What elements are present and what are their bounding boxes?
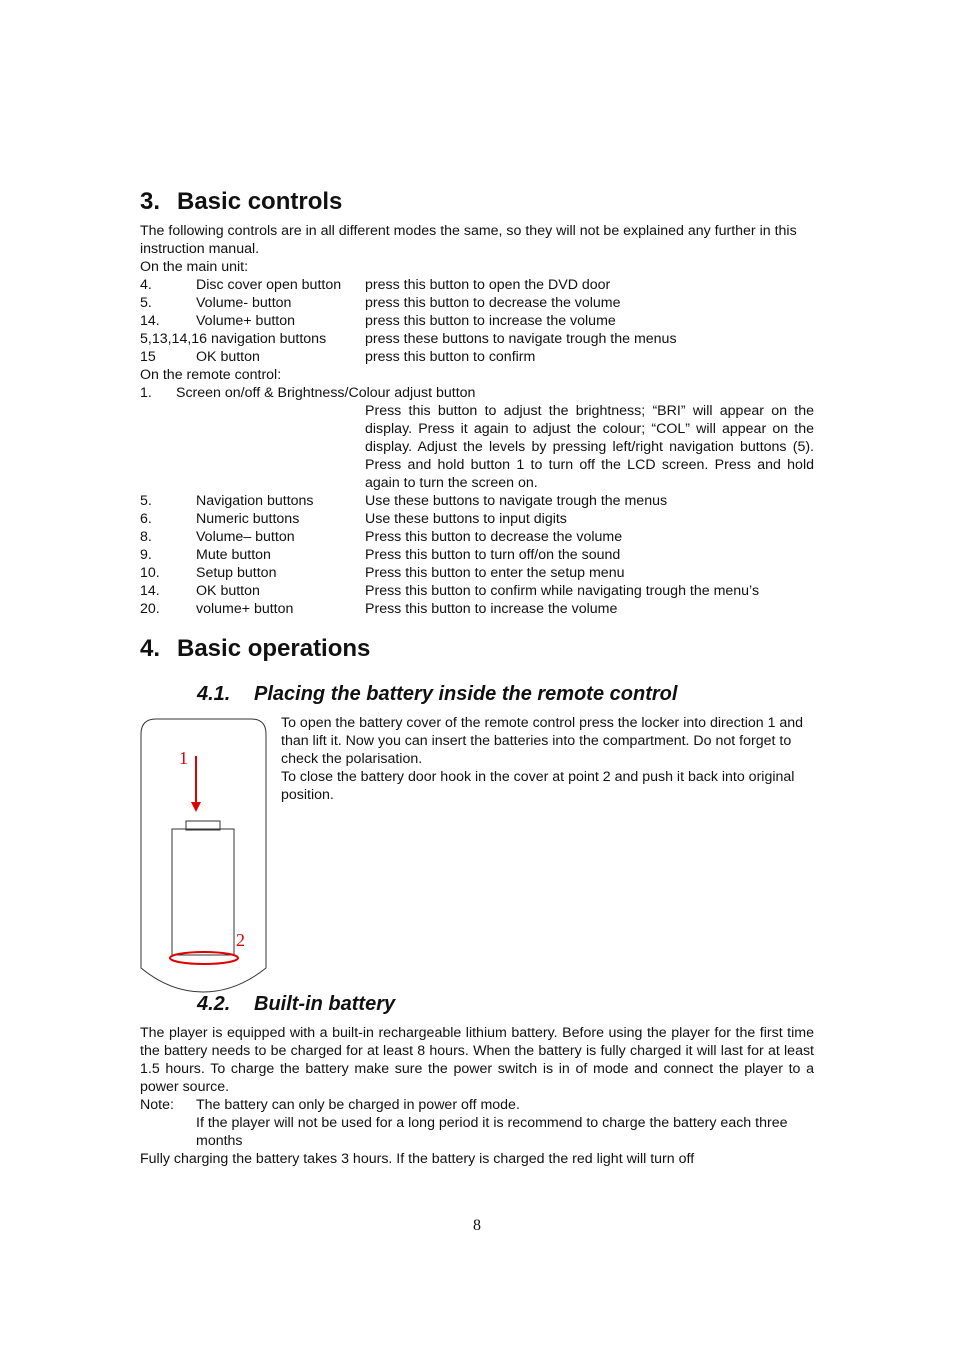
control-description: Use these buttons to input digits <box>365 511 567 527</box>
subsection-title: Placing the battery inside the remote control <box>254 683 678 705</box>
main-unit-label: On the main unit: <box>140 259 249 275</box>
subsection-number: 4.2. <box>197 993 231 1015</box>
control-number: 14. <box>140 313 160 329</box>
control-number: 4. <box>140 277 152 293</box>
subsection-number: 4.1. <box>197 683 231 705</box>
control-number: 8. <box>140 529 152 545</box>
control-number: 10. <box>140 565 160 581</box>
control-description: Press this button to confirm while navigating trough the menu’s <box>365 583 760 599</box>
battery-open-paragraph: To open the battery cover of the remote control press the locker into direction 1 and than lift it. Now you can insert the batteries into the compartment. Do not forget to check the polarisation. <box>281 715 804 767</box>
control-row <box>140 348 814 366</box>
battery-instructions <box>281 714 817 804</box>
control-number: 5. <box>140 295 152 311</box>
battery-remote-figure <box>138 716 270 996</box>
control-description: press these buttons to navigate trough the menus <box>365 331 677 347</box>
control-name: Screen on/off & Brightness/Colour adjust button <box>176 385 476 401</box>
arrow-down-icon <box>191 802 201 812</box>
control-number: 15 <box>140 349 156 365</box>
page-number: 8 <box>473 1217 481 1234</box>
built-in-battery-paragraph: The player is equipped with a built-in rechargeable lithium battery. Before using the player for the first time the battery needs to be charged for at least 8 hours. When the battery is fully charged it will last for at least 1.5 hours. To charge the battery make sure the power switch is in of mode and connect the player to a power source. <box>140 1025 814 1095</box>
control-name: Navigation buttons <box>196 493 314 509</box>
subsection-4-2-heading <box>197 993 395 1016</box>
control-row <box>140 312 814 330</box>
note-line-2: If the player will not be used for a long period it is recommend to charge the battery each three months <box>196 1115 788 1149</box>
subsection-4-1-heading <box>197 683 677 706</box>
control-row <box>140 564 814 582</box>
control-description: Use these buttons to navigate trough the menus <box>365 493 668 509</box>
control-name: OK button <box>196 349 260 365</box>
control-number: 9. <box>140 547 152 563</box>
control-number: 14. <box>140 583 160 599</box>
control-description: Press this button to turn off/on the sound <box>365 547 621 563</box>
control-name: volume+ button <box>196 601 294 617</box>
section-3-heading <box>140 188 342 216</box>
hook-point-circle <box>170 952 238 964</box>
control-number: 20. <box>140 601 160 617</box>
note-text <box>196 1096 814 1150</box>
control-row <box>140 546 814 564</box>
control-description-long: Press this button to adjust the brightness; “BRI” will appear on the display. Press it again to adjust the colour; “COL” will appear on the display. Adjust the levels by pressing left/right navigation buttons (5). Press and hold button 1 to turn off the LCD screen. Press and hold again to turn the screen on. <box>365 403 814 491</box>
control-number: 5,13,14,16 navigation buttons <box>140 331 327 347</box>
control-name: Setup button <box>196 565 277 581</box>
control-row <box>140 384 814 402</box>
control-description: Press this button to enter the setup menu <box>365 565 625 581</box>
control-name: Volume- button <box>196 295 292 311</box>
section-title: Basic controls <box>177 188 343 215</box>
section-number: 4. <box>140 635 161 662</box>
battery-close-paragraph: To close the battery door hook in the cover at point 2 and push it back into original position. <box>281 769 795 803</box>
control-row <box>140 294 814 312</box>
control-number: 6. <box>140 511 152 527</box>
subsection-title: Built-in battery <box>254 993 396 1015</box>
control-row <box>140 276 814 294</box>
note-line-1: The battery can only be charged in power off mode. <box>196 1097 520 1113</box>
control-description: Press this button to increase the volume <box>365 601 618 617</box>
battery-outline <box>172 829 234 955</box>
control-description: press this button to open the DVD door <box>365 277 611 293</box>
section-number: 3. <box>140 188 161 215</box>
control-name: OK button <box>196 583 260 599</box>
figure-label-2: 2 <box>236 930 245 950</box>
control-name: Mute button <box>196 547 271 563</box>
charging-time-paragraph: Fully charging the battery takes 3 hours. If the battery is charged the red light will turn off <box>140 1151 695 1167</box>
control-number: 1. <box>140 385 152 401</box>
remote-label: On the remote control: <box>140 367 282 383</box>
control-row <box>140 492 814 510</box>
control-row <box>140 528 814 546</box>
control-number: 5. <box>140 493 152 509</box>
control-row <box>140 510 814 528</box>
control-description: press this button to confirm <box>365 349 536 365</box>
control-description: press this button to decrease the volume <box>365 295 621 311</box>
section-title: Basic operations <box>177 635 371 662</box>
figure-label-1: 1 <box>179 748 188 768</box>
control-name: Volume– button <box>196 529 295 545</box>
control-name: Disc cover open button <box>196 277 342 293</box>
control-name: Numeric buttons <box>196 511 300 527</box>
control-description: press this button to increase the volume <box>365 313 616 329</box>
section-3-intro: The following controls are in all different modes the same, so they will not be explained any further in this instruction manual. <box>140 223 797 257</box>
control-row <box>140 582 814 600</box>
control-row <box>140 330 814 348</box>
control-row <box>140 600 814 618</box>
note-label: Note: <box>140 1097 174 1113</box>
control-name: Volume+ button <box>196 313 295 329</box>
control-description: Press this button to decrease the volume <box>365 529 623 545</box>
section-4-heading <box>140 635 370 663</box>
